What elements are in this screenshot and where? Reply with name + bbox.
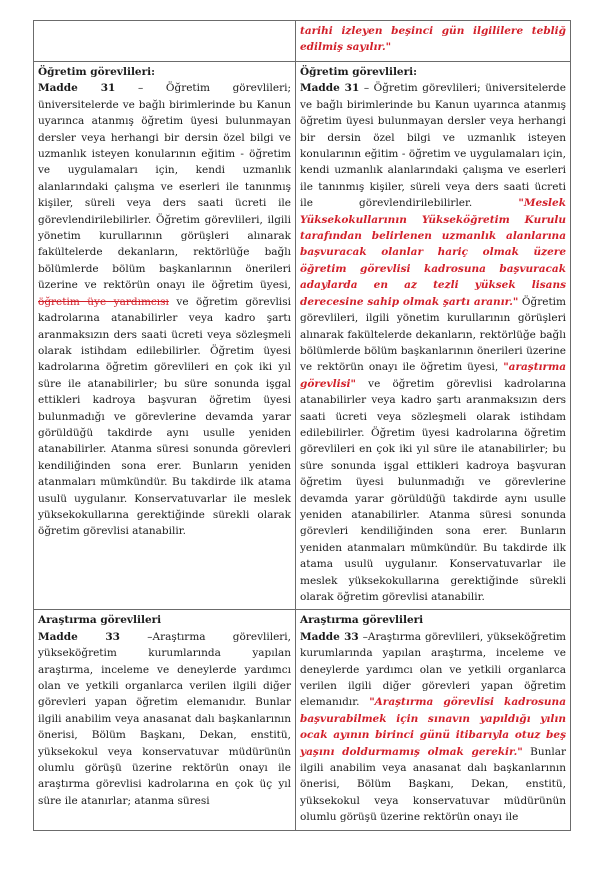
article-text: – Öğretim görevlileri; üniversitelerde ve bağlı birimlerinde bu Kanun uyarınca atanmış öğretim üyesi bulunmayan dersler veya herhangi bir dersin özel bilgi ve uzmanlık isteyen konularının eğitim - öğretim ve uygulamaları için, kendi uzmanlık alanlarındaki çalışma ve eserleri ile tanınmış kişiler, süreli veya ders saati ücreti ile görevlendirilebilirler. (300, 82, 566, 210)
ogretim-right-cell (296, 62, 571, 610)
article-text: Öğretim görevlileri, ilgili yönetim kurullarının görüşleri alınarak fakültelerde dekanların, rektörlüğe bağlı bölümlerde bölüm başkanlarının önerileri üzerine ve rektörün onayı ile öğretim üyesi, (300, 295, 566, 374)
arastirma-right-cell (296, 610, 571, 831)
article-text: ve öğretim görevlisi kadrolarına atanabilirler veya kadro şartı aranmaksızın ders saati ücreti veya sözleşmeli olarak istihdam edilebilirler. Öğretim üyesi kadrolarına öğretim görevlileri en çok iki yıl süre ile atanabilirler; bu süre sonunda işgal ettikleri kadroya başvuran öğretim üyesi bulunmadığı ve görevlerine devamda yarar görüldüğü takdirde aynı usulle yeniden atanabilirler. Atanma süresi sonunda görevleri kendiliğinden sona erer. Bunların yeniden atanmaları mümkündür. Bu takdirde ilk atama usulü uygulanır. Konservatuvarlar ile meslek yüksekokullarına gerektiğinde sürekli olarak öğretim görevlisi atanabilir. (300, 377, 566, 603)
article-number: Madde 33 (38, 630, 120, 643)
section-title: Öğretim görevlileri: (300, 66, 418, 78)
amendment-text: "Meslek Yüksekokullarının Yükseköğretim Kurulu tarafından belirlenen uzmanlık alanlarına başvuracak olanlar hariç olmak üzere öğretim görevlisi kadrosuna başvuracak adaylarda en az tezli yüksek lisans derecesine sahip olmak şartı aranır." (300, 197, 566, 308)
article-text: ve öğretim görevlisi kadrolarına atanabilirler veya kadro şartı aranmaksızın ders saati ücreti veya sözleşmeli olarak istihdam edilebilirler. Öğretim üyesi kadrolarına öğretim görevlileri en çok iki yıl süre ile atanabilirler; bu süre sonunda işgal ettikleri kadroya başvuran öğretim üyesi bulunmadığı ve görevlerine devamda yarar görüldüğü takdirde aynı usulle yeniden atanabilirler. Atanma süresi sonunda görevleri kendiliğinden sona erer. Bunların yeniden atanmaları mümkündür. Bu takdirde ilk atama usulü uygulanır. Konservatuvarlar ile meslek yüksekokullarına gerektiğinde sürekli olarak öğretim görevlisi atanabilir. (38, 295, 291, 538)
table-row (34, 21, 571, 62)
top-right-cell (296, 21, 571, 62)
ogretim-left-cell (34, 62, 296, 610)
section-title: Öğretim görevlileri: (38, 66, 156, 78)
arastirma-left-cell (34, 610, 296, 831)
section-title: Araştırma görevlileri (300, 614, 424, 627)
article-text: Bunlar ilgili anabilim veya anasanat dalı başkanlarının önerisi, Bölüm Başkanı, Dekan, enstitü, yüksekokul veya konservatuvar müdürünün olumlu görüşü üzerine rektörün onayı ile (300, 745, 566, 824)
amendment-text: "araştırma görevlisi" (300, 361, 566, 390)
amendment-text: tarihi izleyen beşinci gün ilgililere tebliğ edilmiş sayılır." (300, 25, 566, 54)
top-left-cell (34, 21, 296, 62)
table-row (34, 610, 571, 831)
article-number: Madde 31 (300, 82, 360, 95)
section-title: Araştırma görevlileri (38, 614, 162, 627)
article-text: – Öğretim görevlileri; üniversitelerde ve bağlı birimlerinde bu Kanun uyarınca atanmış öğretim üyesi bulunmayan dersler veya herhangi bir dersin özel bilgi ve uzmanlık isteyen konularının eğitim - öğretim ve uygulamaları için, kendi uzmanlık alanlarındaki çalışma ve eserleri ile tanınmış kişiler, süreli veya ders saati ücreti ile görevlendirilebilirler. Öğretim görevlileri, ilgili yönetim kurullarının görüşleri alınarak fakültelerde dekanların, rektörlüğe bağlı bölümlerde bölüm başkanlarının önerileri üzerine ve rektörün onayı ile öğretim üyesi, (38, 82, 291, 292)
article-text: –Araştırma görevlileri, yükseköğretim kurumlarında yapılan araştırma, inceleme ve deneylerde yardımcı olan ve yetkili organlarca verilen ilgili diğer görevleri yapan öğretim elemanıdır. (300, 630, 566, 709)
table-row (34, 62, 571, 610)
amendment-text: "Araştırma görevlisi kadrosuna başvurabilmek için sınavın yapıldığı yılın ocak ayının birinci günü itibarıyla otuz beş yaşını doldurmamış olmak gerekir." (300, 696, 566, 758)
article-text: –Araştırma görevlileri, yükseköğretim kurumlarında yapılan araştırma, inceleme ve deneylerde yardımcı olan ve yetkili organlarca verilen ilgili diğer görevleri yapan öğretim elemanıdır. Bunlar ilgili anabilim veya anasanat dalı başkanlarının önerisi, Bölüm Başkanı, Dekan, enstitü, yüksekokul veya konservatuvar müdürünün olumlu görüşü üzerine rektörün onayı ile araştırma görevlisi kadrolarına en çok üç yıl süre ile atanırlar; atanma süresi (38, 630, 292, 807)
article-number: Madde 31 (38, 82, 116, 95)
comparison-table (33, 20, 571, 831)
article-number: Madde 33 (300, 630, 359, 643)
struck-text: öğretim üye yardımcısı (38, 295, 169, 308)
